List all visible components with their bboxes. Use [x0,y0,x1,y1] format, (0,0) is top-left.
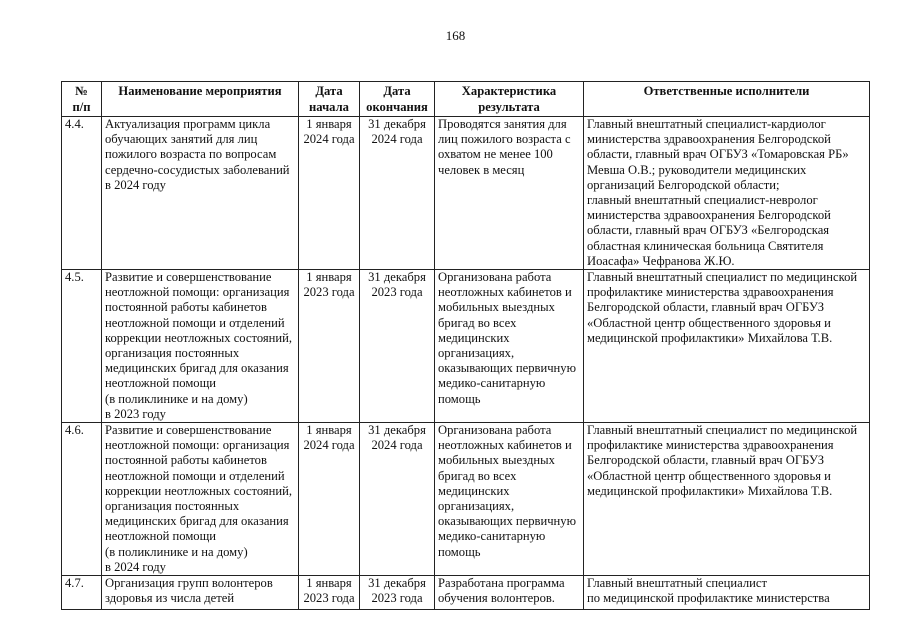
header-result: Характеристика результата [435,82,584,117]
end-date: 31 декабря 2024 года [360,117,435,270]
header-responsible: Ответственные исполнители [584,82,870,117]
activity-name: Развитие и совершенствование неотложной помощи: организация постоянной работы кабинетов неотложной помощи и отделений коррекции неотложных состояний, организация постоянных медицинских бригад для оказания неотложной помощи (в поликлинике и на дому) в 2023 году [102,270,299,423]
start-date: 1 января 2024 года [299,423,360,576]
result-description: Проводятся занятия для лиц пожилого возраста с охватом не менее 100 человек в месяц [435,117,584,270]
activity-name: Актуализация программ цикла обучающих занятий для лиц пожилого возраста по вопросам сердечно-сосудистых заболеваний в 2024 году [102,117,299,270]
table-row [62,576,870,610]
responsible-persons: Главный внештатный специалист-кардиолог министерства здравоохранения Белгородской области, главный врач ОГБУЗ «Томаровская РБ» Мевша О.В.; руководители медицинских организаций Белгородской области; главный внештатный специалист-невролог министерства здравоохранения Белгородской области, главный врач ОГБУЗ «Белгородская областная клиническая больница Святителя Иоасафа» Чефранова Ж.Ю. [584,117,870,270]
responsible-persons: Главный внештатный специалист по медицинской профилактике министерства здравоохранения Белгородской области, главный врач ОГБУЗ «Областной центр общественного здоровья и медицинской профилактики» Михайлова Т.В. [584,270,870,423]
start-date: 1 января 2023 года [299,576,360,610]
activity-name: Развитие и совершенствование неотложной помощи: организация постоянной работы кабинетов неотложной помощи и отделений коррекции неотложных состояний, организация постоянных медицинских бригад для оказания неотложной помощи (в поликлинике и на дому) в 2024 году [102,423,299,576]
row-number: 4.7. [62,576,102,610]
row-number: 4.6. [62,423,102,576]
start-date: 1 января 2024 года [299,117,360,270]
table-row [62,117,870,270]
responsible-persons: Главный внештатный специалист по медицинской профилактике министерства [584,576,870,610]
table-row [62,423,870,576]
result-description: Организована работа неотложных кабинетов и мобильных выездных бригад во всех медицинских организациях, оказывающих первичную медико-санитарную помощь [435,270,584,423]
start-date: 1 января 2023 года [299,270,360,423]
end-date: 31 декабря 2023 года [360,576,435,610]
header-activity-name: Наименование мероприятия [102,82,299,117]
action-plan-table [61,81,870,610]
header-number: № п/п [62,82,102,117]
table-row [62,270,870,423]
table-header-row [62,82,870,117]
end-date: 31 декабря 2023 года [360,270,435,423]
result-description: Организована работа неотложных кабинетов и мобильных выездных бригад во всех медицинских организациях, оказывающих первичную медико-санитарную помощь [435,423,584,576]
header-start-date: Дата начала [299,82,360,117]
end-date: 31 декабря 2024 года [360,423,435,576]
activity-name: Организация групп волонтеров здоровья из числа детей [102,576,299,610]
row-number: 4.5. [62,270,102,423]
row-number: 4.4. [62,117,102,270]
responsible-persons: Главный внештатный специалист по медицинской профилактике министерства здравоохранения Белгородской области, главный врач ОГБУЗ «Областной центр общественного здоровья и медицинской профилактики» Михайлова Т.В. [584,423,870,576]
result-description: Разработана программа обучения волонтеров. [435,576,584,610]
header-end-date: Дата окончания [360,82,435,117]
page-number: 168 [445,28,466,43]
